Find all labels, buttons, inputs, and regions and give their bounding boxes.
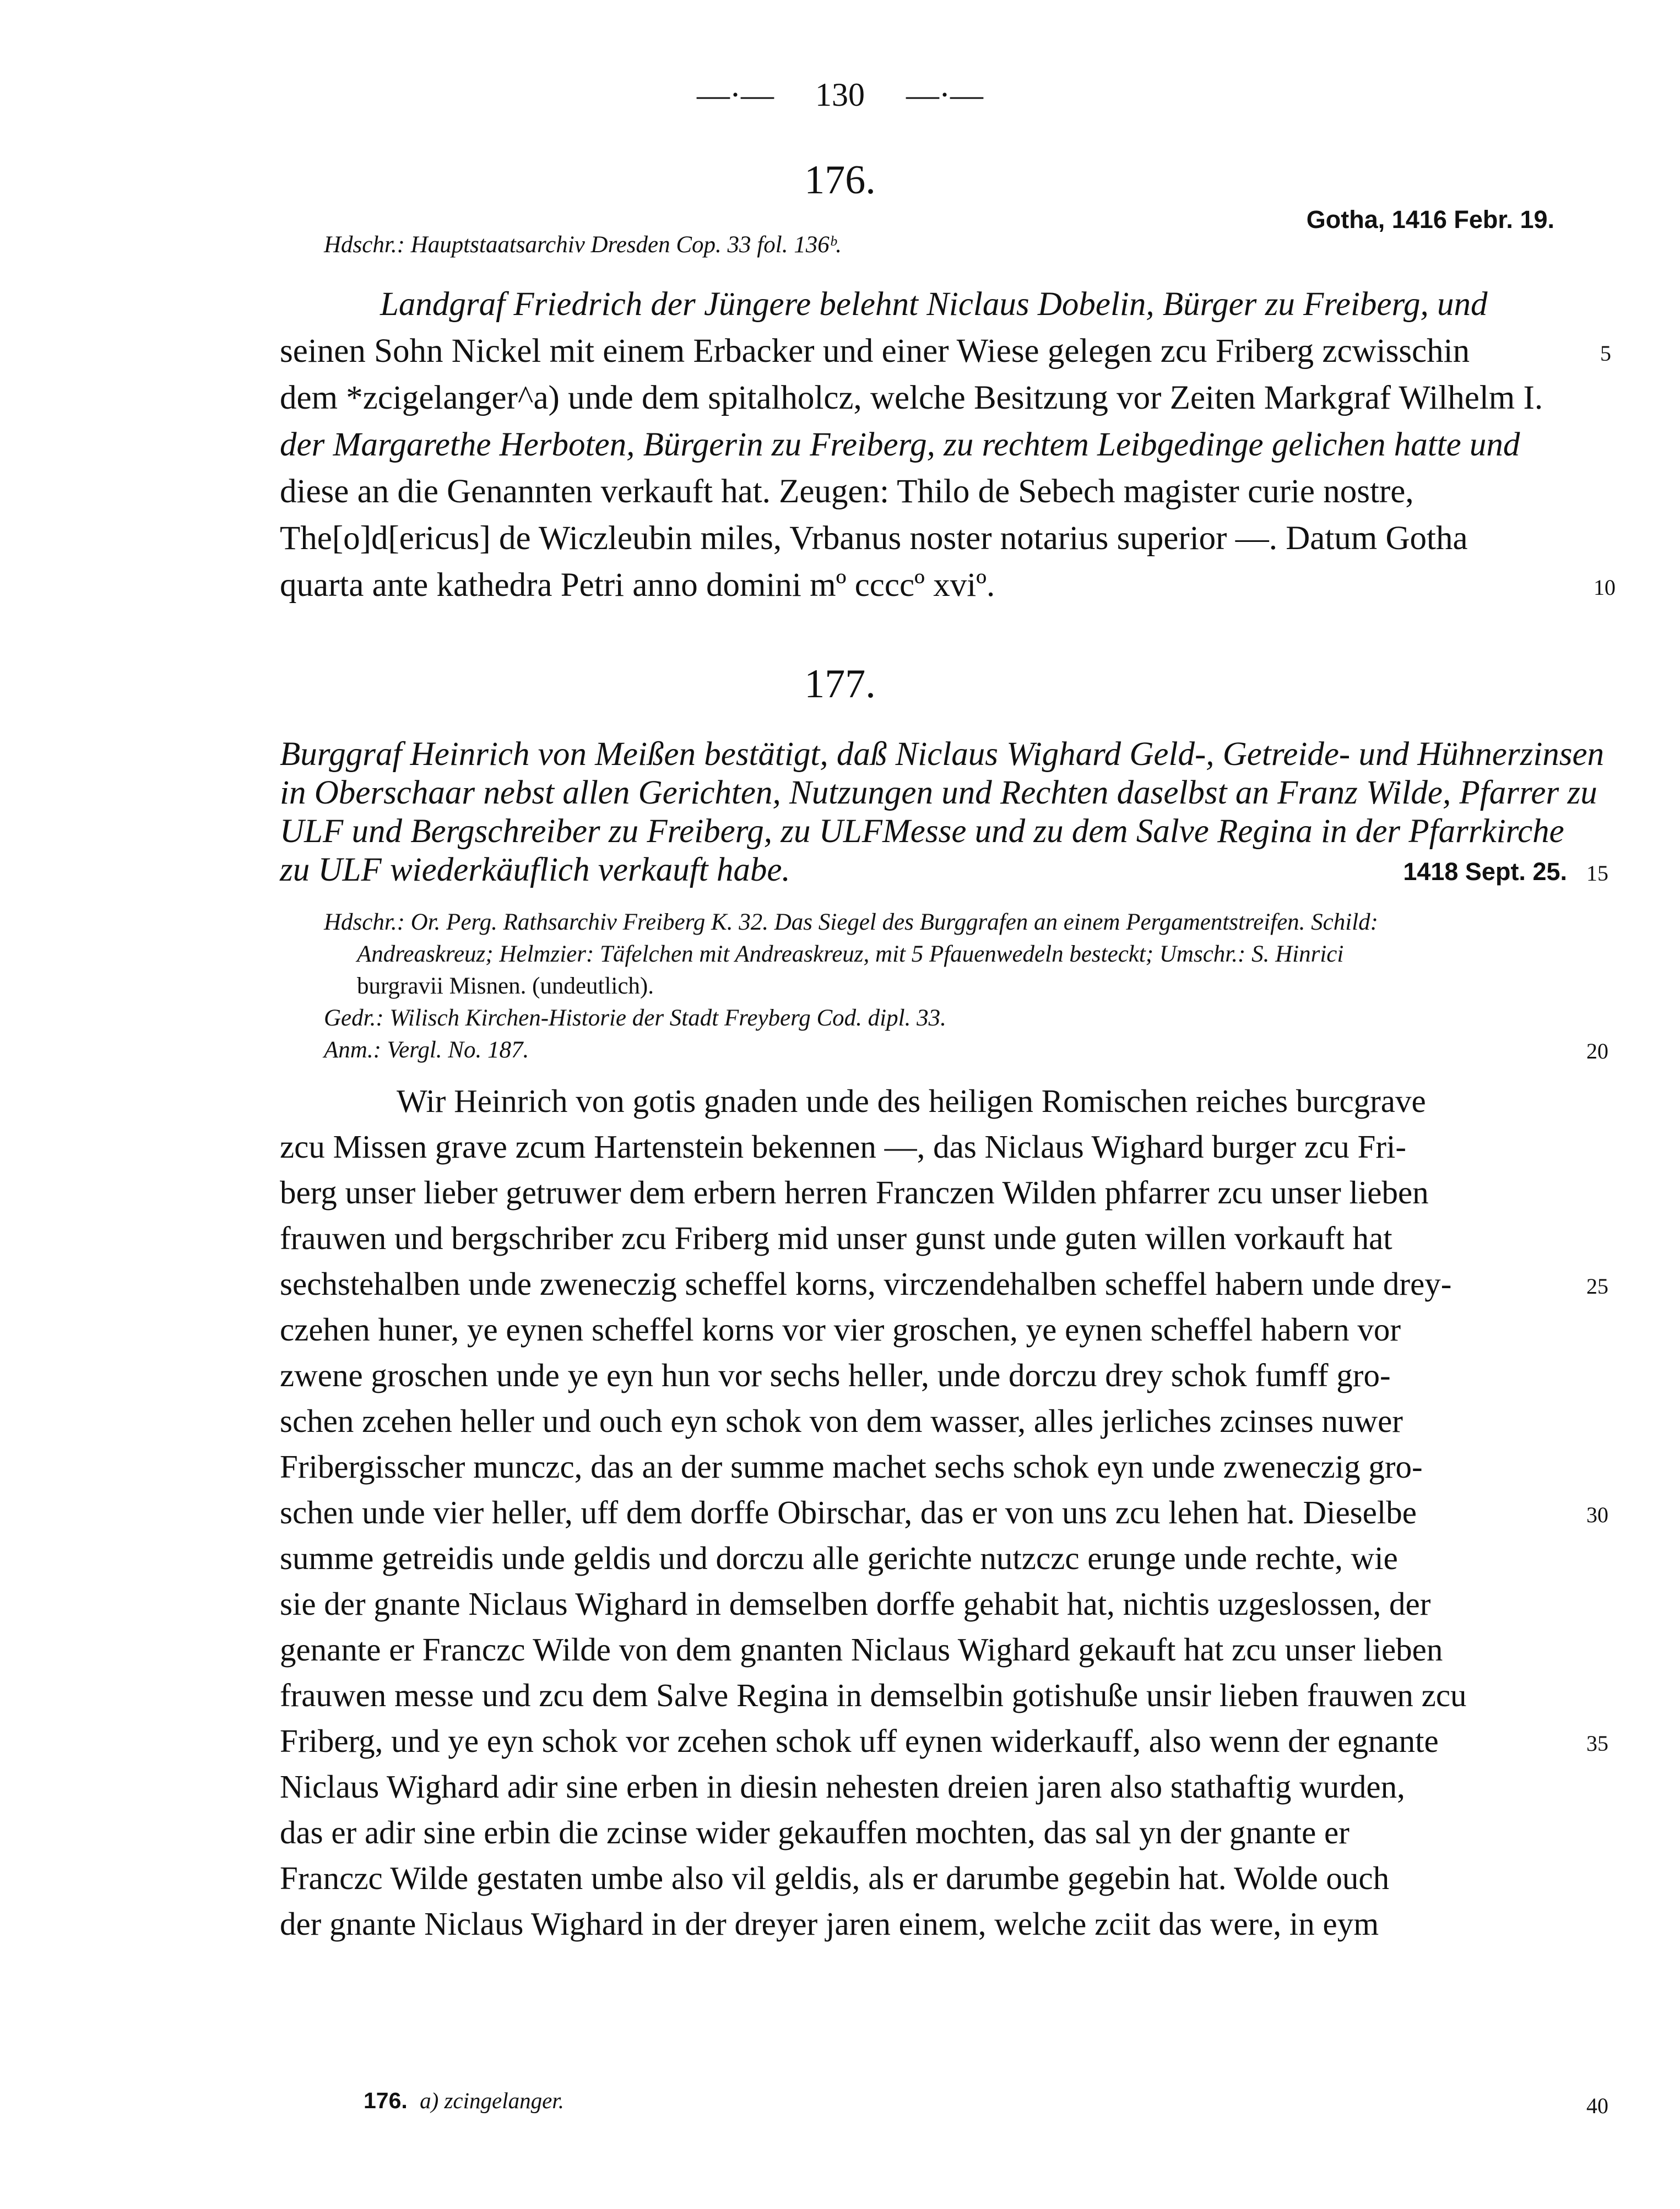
entry-177-body-line: frauwen messe und zcu dem Salve Regina in demselbin gotishuße unsir lieben frauwen zcu (280, 1677, 1467, 1713)
line-number: 10 (1594, 575, 1616, 600)
entry-177-body-line: schen zcehen heller und ouch eyn schok von dem wasser, alles jerliches zcinses nuwer (280, 1403, 1403, 1439)
entry-177-body-line: frauwen und bergschriber zcu Friberg mid unser gunst unde guten willen vorkauft hat (280, 1220, 1392, 1256)
line-number: 5 (1600, 341, 1611, 366)
entry-177-number: 177. (804, 661, 876, 707)
entry-177-body-line: czehen huner, ye eynen scheffel korns vor vier groschen, ye eynen scheffel habern vor (280, 1311, 1401, 1348)
entry-176-date: Gotha, 1416 Febr. 19. (1306, 205, 1554, 234)
entry-176-regest-line: quarta ante kathedra Petri anno domini mº ccccº xviº. (280, 567, 995, 604)
line-number: 25 (1586, 1274, 1608, 1299)
entry-177-regest-line: Burggraf Heinrich von Meißen bestätigt, daß Niclaus Wighard Geld-, Getreide- und Hühnerzinsen (280, 736, 1605, 773)
entry-177-body-line: zwene groschen unde ye eyn hun vor sechs heller, unde dorczu drey schok fumff gro- (280, 1357, 1391, 1393)
entry-177-body-line: zcu Missen grave zcum Hartenstein bekennen —, das Niclaus Wighard burger zcu Fri- (280, 1128, 1407, 1165)
entry-177-body-line: der gnante Niclaus Wighard in der dreyer jaren einem, welche zciit das were, in eym (280, 1906, 1379, 1942)
footnote (364, 2087, 564, 2114)
entry-177-body-line: berg unser lieber getruwer dem erbern herren Franczen Wilden phfarrer zcu unser lieben (280, 1174, 1429, 1211)
line-number: 40 (1586, 2093, 1608, 2118)
entry-177-body-line: schen unde vier heller, uff dem dorffe Obirschar, das er von uns zcu lehen hat. Dieselbe (280, 1494, 1417, 1530)
line-number: 20 (1586, 1039, 1608, 1063)
page-number-dash-left: —·— (697, 77, 774, 113)
entry-177-body-line: das er adir sine erbin die zcinse wider gekauffen mochten, das sal yn der gnante er (280, 1814, 1350, 1850)
footnote-text: a) zcingelanger. (420, 2088, 564, 2113)
entry-176-regest-line: dem *zcigelanger^a) unde dem spitalholcz, welche Besitzung vor Zeiten Markgraf Wilhelm I. (280, 379, 1543, 416)
entry-177-body-line: Niclaus Wighard adir sine erben in diesin nehesten dreien jaren also stathaftig wurden, (280, 1768, 1405, 1805)
entry-177-body-line: Friberg, und ye eyn schok vor zcehen schok uff eynen widerkauff, also wenn der egnante (280, 1723, 1439, 1759)
page-number (0, 76, 1680, 114)
entry-177-source-line: burgravii Misnen. (undeutlich). (357, 973, 654, 999)
entry-177-body-line: genante er Franczc Wilde von dem gnanten Niclaus Wighard gekauft hat zcu unser lieben (280, 1631, 1443, 1668)
line-number: 35 (1586, 1731, 1608, 1756)
entry-177-body-line: sechstehalben unde zweneczig scheffel korns, virczendehalben scheffel habern unde drey- (280, 1266, 1452, 1302)
entry-176-regest-line: der Margarethe Herboten, Bürgerin zu Freiberg, zu rechtem Leibgedinge gelichen hatte und (280, 426, 1520, 463)
entry-177-body-line: sie der gnante Niclaus Wighard in demselben dorffe gehabit hat, nichtis uzgeslossen, der (280, 1586, 1431, 1622)
entry-177-date: 1418 Sept. 25. (1403, 857, 1567, 886)
line-number: 30 (1586, 1502, 1608, 1527)
entry-177-source-line: Anm.: Vergl. No. 187. (324, 1037, 529, 1063)
entry-177-body-line: Franczc Wilde gestaten umbe also vil geldis, als er darumbe gegebin hat. Wolde ouch (280, 1860, 1390, 1896)
entry-177-body-line: summe getreidis unde geldis und dorczu alle gerichte nutzczc erunge unde rechte, wie (280, 1540, 1398, 1576)
entry-176-regest-line: diese an die Genannten verkauft hat. Zeugen: Thilo de Sebech magister curie nostre, (280, 473, 1414, 510)
entry-177-source-line: Hdschr.: Or. Perg. Rathsarchiv Freiberg K. 32. Das Siegel des Burggrafen an einem Pergamentstreifen. Schild: (324, 909, 1378, 935)
entry-177-regest-line: in Oberschaar nebst allen Gerichten, Nutzungen und Rechten daselbst an Franz Wilde, Pfarrer zu (280, 774, 1597, 811)
page-number-value: 130 (815, 77, 865, 113)
footnote-ref: 176. (364, 2088, 408, 2113)
entry-176-regest-line: seinen Sohn Nickel mit einem Erbacker und einer Wiese gelegen zcu Friberg zcwisschin (280, 333, 1470, 370)
entry-177-body-line: Fribergisscher munczc, das an der summe machet sechs schok eyn unde zweneczig gro- (280, 1448, 1423, 1485)
entry-176-source: Hdschr.: Hauptstaatsarchiv Dresden Cop. 33 fol. 136ᵇ. (324, 232, 842, 258)
entry-177-regest-line: zu ULF wiederkäuflich verkauft habe. (280, 851, 790, 888)
entry-177-source-line: Andreaskreuz; Helmzier: Täfelchen mit Andreaskreuz, mit 5 Pfauenwedeln besteckt; Umschr.: S. Hinrici (357, 941, 1344, 967)
entry-177-source-line: Gedr.: Wilisch Kirchen-Historie der Stadt Freyberg Cod. dipl. 33. (324, 1005, 946, 1031)
entry-177-body-line: Wir Heinrich von gotis gnaden unde des heiligen Romischen reiches burcgrave (397, 1083, 1426, 1119)
entry-176-regest-line: The[o]d[ericus] de Wiczleubin miles, Vrbanus noster notarius superior —. Datum Gotha (280, 520, 1468, 557)
entry-177-regest-line: ULF und Bergschreiber zu Freiberg, zu ULFMesse und zu dem Salve Regina in der Pfarrkirche (280, 813, 1564, 850)
line-number: 15 (1586, 861, 1608, 886)
entry-176-number: 176. (804, 158, 876, 203)
page-number-dash-right: —·— (906, 77, 983, 113)
entry-176-regest-line: Landgraf Friedrich der Jüngere belehnt Niclaus Dobelin, Bürger zu Freiberg, und (380, 286, 1488, 323)
